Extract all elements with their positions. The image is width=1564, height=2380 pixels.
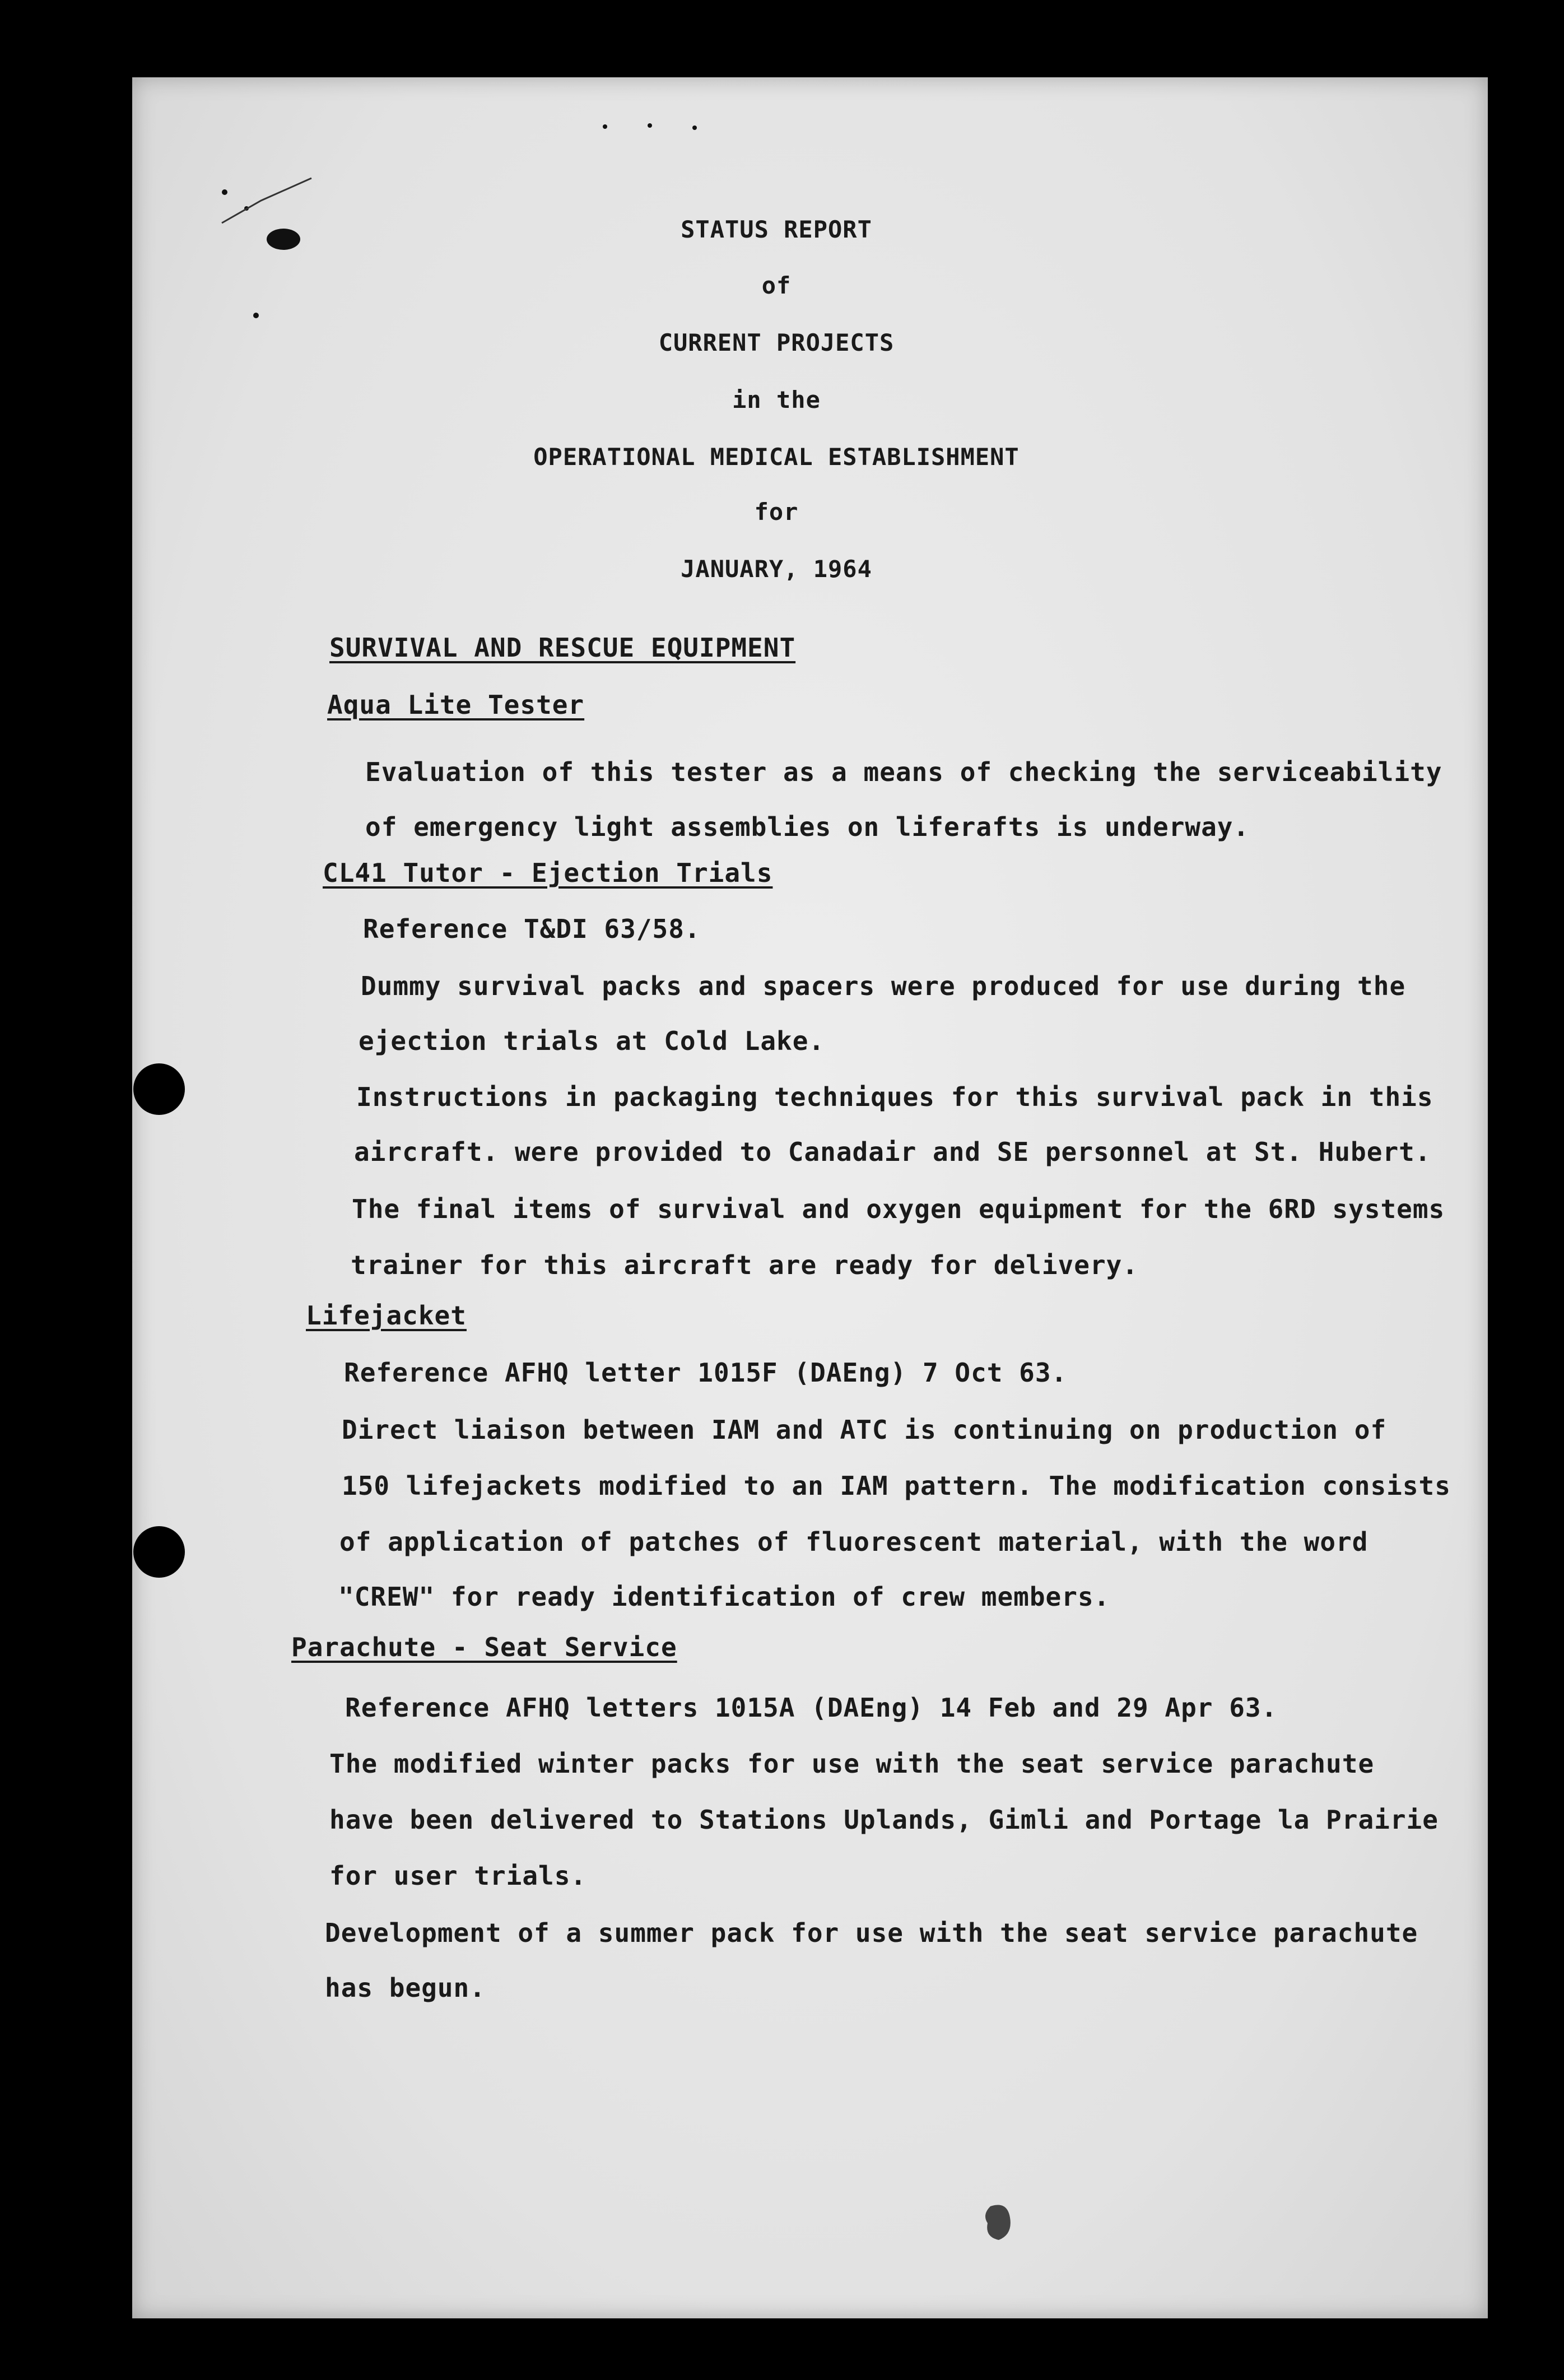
paragraph-line: ejection trials at Cold Lake. bbox=[359, 1026, 825, 1056]
reference-line: Reference AFHQ letters 1015A (DAEng) 14 Feb and 29 Apr 63. bbox=[345, 1693, 1278, 1723]
ink-blot bbox=[267, 229, 300, 250]
paragraph-line: trainer for this aircraft are ready for delivery. bbox=[351, 1250, 1139, 1280]
subheading-parachute-seat-service: Parachute - Seat Service bbox=[291, 1632, 677, 1662]
reference-line: Reference AFHQ letter 1015F (DAEng) 7 Oct 63. bbox=[344, 1358, 1068, 1388]
paragraph-line: have been delivered to Stations Uplands, Gimli and Portage la Prairie bbox=[329, 1805, 1439, 1835]
punch-hole bbox=[133, 1526, 185, 1578]
subheading-cl41-tutor: CL41 Tutor - Ejection Trials bbox=[323, 858, 773, 888]
paragraph-line: "CREW" for ready identification of crew members. bbox=[338, 1582, 1110, 1612]
paragraph-line: The final items of survival and oxygen equipment for the 6RD systems bbox=[352, 1194, 1445, 1224]
subheading-aqua-lite-tester: Aqua Lite Tester bbox=[327, 690, 585, 720]
title-line-4: in the bbox=[732, 386, 821, 413]
paragraph-line: Evaluation of this tester as a means of checking the serviceability bbox=[365, 757, 1442, 787]
ink-speck bbox=[692, 125, 697, 130]
paragraph-line: Instructions in packaging techniques for this survival pack in this bbox=[356, 1082, 1433, 1112]
section-heading: SURVIVAL AND RESCUE EQUIPMENT bbox=[329, 633, 796, 663]
paragraph-line: Development of a summer pack for use with the seat service parachute bbox=[325, 1918, 1418, 1948]
reference-line: Reference T&DI 63/58. bbox=[363, 914, 701, 944]
scratch-mark bbox=[216, 173, 317, 229]
subheading-lifejacket: Lifejacket bbox=[306, 1300, 467, 1331]
paragraph-line: 150 lifejackets modified to an IAM pattern. The modification consists bbox=[342, 1471, 1451, 1501]
title-line-3: CURRENT PROJECTS bbox=[658, 329, 895, 356]
title-line-5: OPERATIONAL MEDICAL ESTABLISHMENT bbox=[533, 443, 1020, 471]
title-line-7: JANUARY, 1964 bbox=[681, 555, 872, 583]
paragraph-line: has begun. bbox=[325, 1973, 486, 2003]
paragraph-line: of application of patches of fluorescent material, with the word bbox=[339, 1527, 1368, 1557]
paragraph-line: of emergency light assemblies on liferafts is underway. bbox=[365, 812, 1250, 842]
title-line-2: of bbox=[761, 272, 792, 299]
paragraph-line: Direct liaison between IAM and ATC is continuing on production of bbox=[342, 1415, 1387, 1445]
paragraph-line: for user trials. bbox=[329, 1861, 587, 1891]
paragraph-line: The modified winter packs for use with the seat service parachute bbox=[329, 1749, 1375, 1779]
ink-speck bbox=[253, 313, 259, 318]
punch-hole bbox=[133, 1063, 185, 1115]
title-line-6: for bbox=[754, 498, 799, 526]
ink-speck bbox=[603, 124, 607, 129]
paragraph-line: Dummy survival packs and spacers were produced for use during the bbox=[361, 971, 1406, 1001]
document-page bbox=[132, 77, 1488, 2318]
title-line-1: STATUS REPORT bbox=[681, 216, 872, 243]
paragraph-line: aircraft. were provided to Canadair and SE personnel at St. Hubert. bbox=[354, 1137, 1431, 1167]
ink-speck bbox=[648, 123, 652, 128]
stain-mark bbox=[979, 2201, 1018, 2246]
